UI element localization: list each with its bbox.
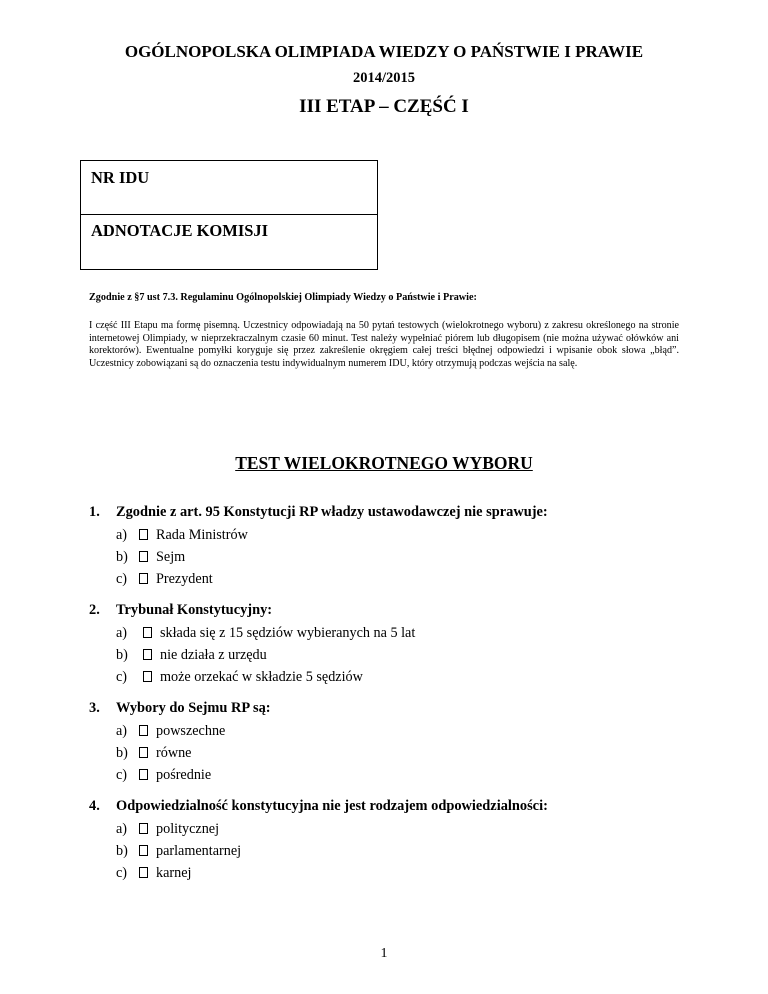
regulation-reference: Zgodnie z §7 ust 7.3. Regulaminu Ogólnopolskiej Olimpiady Wiedzy o Państwie i Prawie: xyxy=(89,292,477,303)
question-title xyxy=(89,503,709,525)
question-number: 1. xyxy=(89,504,100,520)
question-text: Zgodnie z art. 95 Konstytucji RP władzy ustawodawczej nie sprawuje: xyxy=(116,504,548,520)
answer-option-b[interactable] xyxy=(89,547,709,569)
question-text: Odpowiedzialność konstytucyjna nie jest rodzajem odpowiedzialności: xyxy=(116,798,548,814)
option-letter: a) xyxy=(116,527,128,543)
adnotacje-komisji-label: ADNOTACJE KOMISJI xyxy=(91,221,269,240)
question-number: 2. xyxy=(89,602,100,618)
answer-checkbox[interactable] xyxy=(139,769,148,780)
option-letter: c) xyxy=(116,767,128,783)
option-text: parlamentarnej xyxy=(156,843,242,859)
answer-option-a[interactable] xyxy=(89,819,709,841)
answer-checkbox[interactable] xyxy=(143,649,152,660)
question-text: Wybory do Sejmu RP są: xyxy=(116,700,271,716)
answer-checkbox[interactable] xyxy=(143,627,152,638)
question-title xyxy=(89,601,709,623)
answer-option-c[interactable] xyxy=(89,569,709,591)
option-text: karnej xyxy=(156,865,192,881)
question-text: Trybunał Konstytucyjny: xyxy=(116,602,273,618)
nr-idu-label: NR IDU xyxy=(91,168,150,187)
answer-checkbox[interactable] xyxy=(139,823,148,834)
answer-checkbox[interactable] xyxy=(139,551,148,562)
question-3 xyxy=(89,699,709,787)
option-letter: a) xyxy=(116,625,128,641)
stage-title: III ETAP – CZĘŚĆ I xyxy=(299,96,469,117)
answer-checkbox[interactable] xyxy=(139,529,148,540)
answer-checkbox[interactable] xyxy=(139,573,148,584)
option-text: nie działa z urzędu xyxy=(160,647,267,663)
option-text: Rada Ministrów xyxy=(156,527,248,543)
answer-option-b[interactable] xyxy=(89,743,709,765)
option-text: Prezydent xyxy=(156,571,213,587)
question-title xyxy=(89,797,709,819)
answer-option-c[interactable] xyxy=(89,863,709,885)
answer-checkbox[interactable] xyxy=(139,725,148,736)
answer-option-a[interactable] xyxy=(89,721,709,743)
option-text: Sejm xyxy=(156,549,186,565)
test-title: TEST WIELOKROTNEGO WYBORU xyxy=(235,453,533,473)
question-1 xyxy=(89,503,709,591)
answer-option-b[interactable] xyxy=(89,841,709,863)
answer-option-c[interactable] xyxy=(89,667,709,689)
option-letter: b) xyxy=(116,549,128,565)
id-box xyxy=(80,160,378,270)
answer-option-b[interactable] xyxy=(89,645,709,667)
option-text: składa się z 15 sędziów wybieranych na 5 lat xyxy=(160,625,416,641)
option-text: może orzekać w składzie 5 sędziów xyxy=(160,669,363,685)
question-2 xyxy=(89,601,709,689)
answer-checkbox[interactable] xyxy=(143,671,152,682)
question-number: 3. xyxy=(89,700,100,716)
option-text: powszechne xyxy=(156,723,226,739)
option-letter: c) xyxy=(116,571,128,587)
answer-checkbox[interactable] xyxy=(139,845,148,856)
answer-option-c[interactable] xyxy=(89,765,709,787)
option-letter: c) xyxy=(116,669,128,685)
answer-option-a[interactable] xyxy=(89,623,709,645)
option-text: pośrednie xyxy=(156,767,212,783)
option-text: politycznej xyxy=(156,821,220,837)
option-letter: c) xyxy=(116,865,128,881)
answer-checkbox[interactable] xyxy=(139,747,148,758)
school-year: 2014/2015 xyxy=(352,70,416,86)
option-letter: b) xyxy=(116,647,128,663)
adnotacje-komisji-field[interactable] xyxy=(81,215,377,269)
nr-idu-field[interactable] xyxy=(81,161,377,215)
option-letter: b) xyxy=(116,843,128,859)
option-letter: a) xyxy=(116,821,128,837)
answer-checkbox[interactable] xyxy=(139,867,148,878)
question-4 xyxy=(89,797,709,885)
document-title: OGÓLNOPOLSKA OLIMPIADA WIEDZY O PAŃSTWIE I PRAWIE xyxy=(124,42,644,61)
question-title xyxy=(89,699,709,721)
option-letter: b) xyxy=(116,745,128,761)
option-text: równe xyxy=(156,745,192,761)
instructions-paragraph: I część III Etapu ma formę pisemną. Uczestnicy odpowiadają na 50 pytań testowych (wielokrotnego wyboru) z zakresu określonego na stronie internetowej Olimpiady, w nieprzekraczalnym czasie 60 minut. Test należy wypełniać piórem lub długopisem (nie można używać ołówków ani korektorów). Ewentualne pomyłki koryguje się przez zakreślenie okręgiem całej treści błędnej odpowiedzi i wpisanie obok słowa „błąd”. Uczestnicy zobowiązani są do oznaczenia testu indywidualnym numerem IDU, który otrzymują podczas wejścia na salę. xyxy=(89,320,679,369)
option-letter: a) xyxy=(116,723,128,739)
page-number: 1 xyxy=(380,946,388,961)
question-number: 4. xyxy=(89,798,100,814)
answer-option-a[interactable] xyxy=(89,525,709,547)
